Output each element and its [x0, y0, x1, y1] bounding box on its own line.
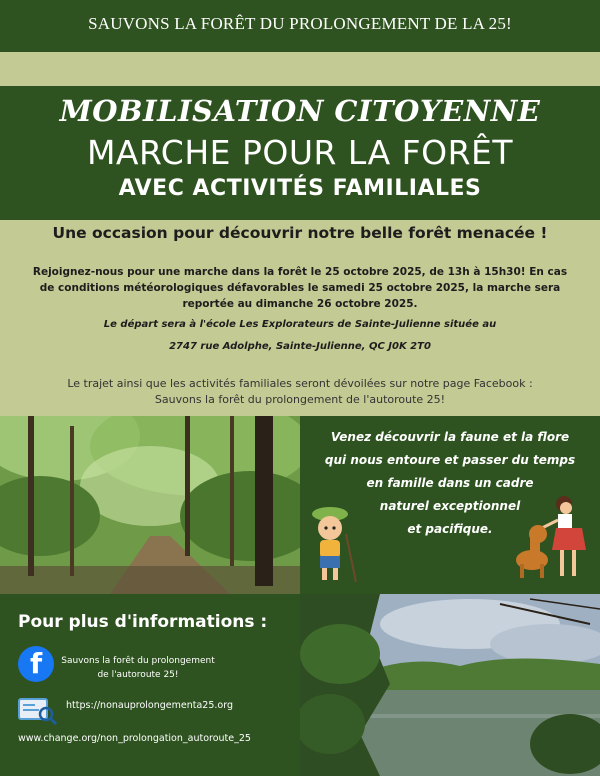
route-note-line-2: Sauvons la forêt du prolongement de l'autoroute 25! — [154, 393, 446, 406]
petition-link[interactable]: www.change.org/non_prolongation_autoroute_25 — [18, 733, 251, 744]
departure-info — [60, 314, 540, 358]
route-note — [20, 376, 580, 408]
route-note-line-1: Le trajet ainsi que les activités familiales seront dévoilées sur notre page Facebook : — [67, 377, 533, 390]
headline-marche: MARCHE POUR LA FORÊT — [86, 133, 514, 172]
web-search-icon — [18, 696, 58, 726]
discovery-line-4: naturel exceptionnel — [379, 499, 521, 513]
discovery-line-5: et pacifique. — [407, 522, 493, 536]
forest-illustration — [0, 416, 300, 594]
lake-illustration — [300, 594, 600, 776]
facebook-icon[interactable] — [18, 646, 54, 682]
discovery-line-3: en famille dans un cadre — [366, 476, 534, 490]
lake-photo — [300, 594, 600, 776]
info-title: Pour plus d'informations : — [18, 612, 268, 632]
subtitle: Une occasion pour découvrir notre belle forêt menacée ! — [52, 224, 548, 242]
facebook-icon-letter: f — [30, 647, 43, 680]
boy-explorer-illustration — [302, 504, 362, 586]
headline-mobilisation: MOBILISATION CITOYENNE — [59, 94, 541, 128]
departure-line-1: Le départ sera à l'école Les Explorateurs de Sainte-Julienne située au — [103, 319, 497, 330]
headline-activites: AVEC ACTIVITÉS FAMILIALES — [118, 176, 482, 201]
facebook-page-link[interactable] — [58, 654, 218, 682]
discovery-line-1: Venez découvrir la faune et la flore — [330, 430, 570, 444]
sage-band — [0, 52, 600, 86]
departure-line-2: 2747 rue Adolphe, Sainte-Julienne, QC J0K 2T0 — [169, 341, 431, 352]
forest-photo — [0, 416, 300, 594]
website-link[interactable]: https://nonauprolongementa25.org — [66, 700, 233, 711]
event-details: Rejoignez-nous pour une marche dans la forêt le 25 octobre 2025, de 13h à 15h30! En cas de conditions météorologiques défavorables le samedi 25 octobre 2025, la marche sera reportée au dimanche 26 octobre 2025. — [32, 266, 568, 310]
banner-title: SAUVONS LA FORÊT DU PROLONGEMENT DE LA 25! — [88, 14, 512, 33]
facebook-label-line-2: de l'autoroute 25! — [97, 670, 179, 680]
discovery-line-2: qui nous entoure et passer du temps — [324, 453, 576, 467]
facebook-label-line-1: Sauvons la forêt du prolongement — [61, 656, 215, 666]
girl-and-dog-illustration — [500, 494, 596, 584]
